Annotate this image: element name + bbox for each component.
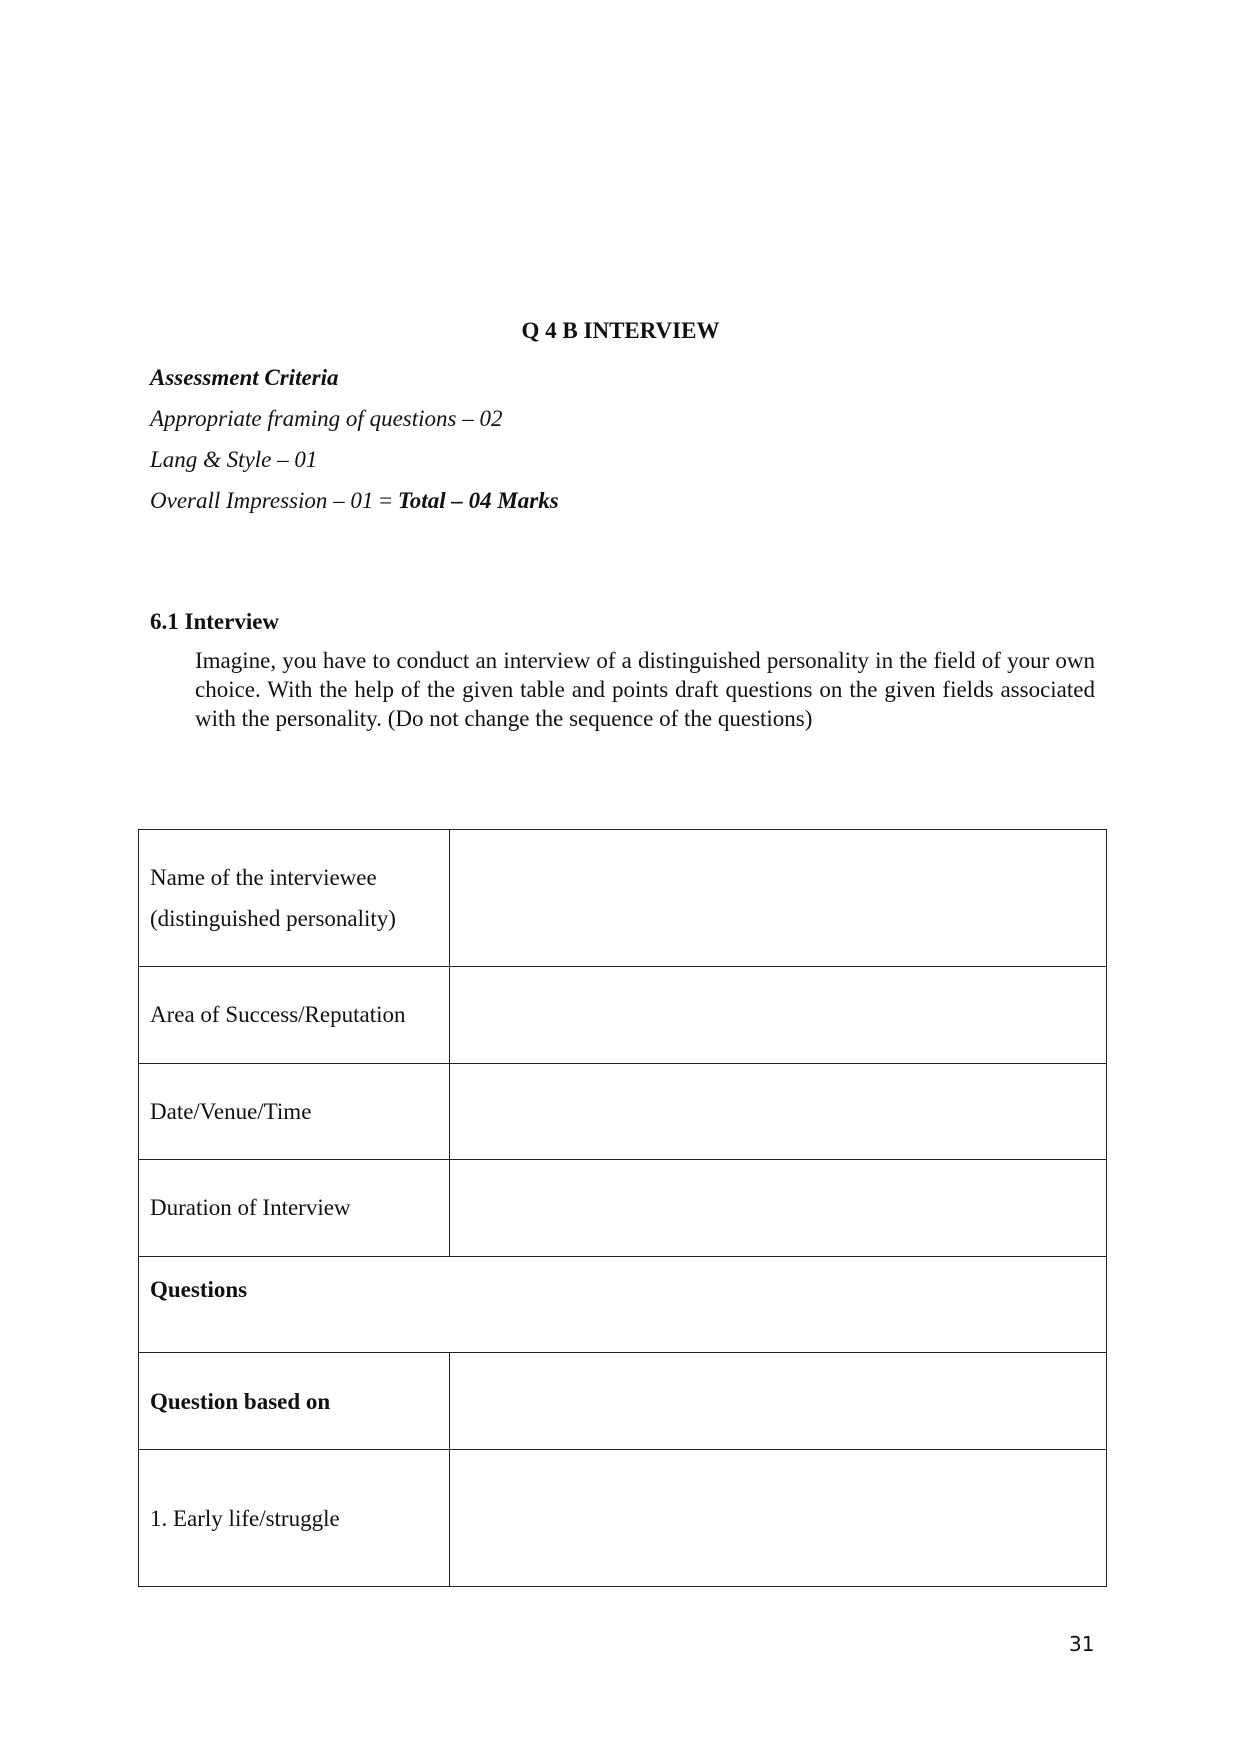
table-row-date bbox=[139, 1063, 1107, 1160]
criteria-total: Total – 04 Marks bbox=[397, 488, 559, 513]
questions-header-cell: Questions bbox=[139, 1256, 1107, 1353]
criteria-framing: Appropriate framing of questions – 02 bbox=[150, 406, 503, 431]
page-title: Q 4 B INTERVIEW bbox=[521, 318, 720, 343]
criteria-overall-label: Overall Impression – 01 bbox=[150, 488, 374, 513]
section-title: 6.1 Interview bbox=[150, 609, 280, 634]
area-label-cell: Area of Success/Reputation bbox=[139, 966, 450, 1063]
table-row-early-life bbox=[139, 1450, 1107, 1587]
table-row-duration bbox=[139, 1160, 1107, 1257]
assessment-criteria bbox=[150, 357, 559, 521]
interview-table bbox=[138, 829, 1107, 1587]
name-label-line2: (distinguished personality) bbox=[150, 905, 396, 931]
instructions-paragraph: Imagine, you have to conduct an interview of a distinguished personality in the field of your own choice. With the help of the given table and points draft questions on the given fields associated with the personality. (Do not change the sequence of the questions) bbox=[195, 648, 1095, 731]
duration-value-cell[interactable] bbox=[450, 1160, 1107, 1257]
name-value-cell[interactable] bbox=[450, 830, 1107, 967]
early-life-label-cell: 1. Early life/struggle bbox=[139, 1450, 450, 1587]
page-number: 31 bbox=[1069, 1632, 1095, 1656]
criteria-equals: = bbox=[373, 488, 398, 513]
question-based-on-value-cell[interactable] bbox=[450, 1353, 1107, 1450]
question-based-on-cell: Question based on bbox=[139, 1353, 450, 1450]
table-row-name bbox=[139, 830, 1107, 967]
date-label-cell: Date/Venue/Time bbox=[139, 1063, 450, 1160]
table-row-question-based-on bbox=[139, 1353, 1107, 1450]
name-label-cell bbox=[139, 830, 450, 967]
date-value-cell[interactable] bbox=[450, 1063, 1107, 1160]
table-row-questions bbox=[139, 1256, 1107, 1353]
criteria-lang-style: Lang & Style – 01 bbox=[150, 447, 318, 472]
name-label-line1: Name of the interviewee bbox=[150, 864, 377, 890]
table-row-area bbox=[139, 966, 1107, 1063]
assessment-heading: Assessment Criteria bbox=[150, 365, 339, 390]
area-value-cell[interactable] bbox=[450, 966, 1107, 1063]
criteria-overall bbox=[150, 480, 559, 521]
early-life-value-cell[interactable] bbox=[450, 1450, 1107, 1587]
duration-label-cell: Duration of Interview bbox=[139, 1160, 450, 1257]
